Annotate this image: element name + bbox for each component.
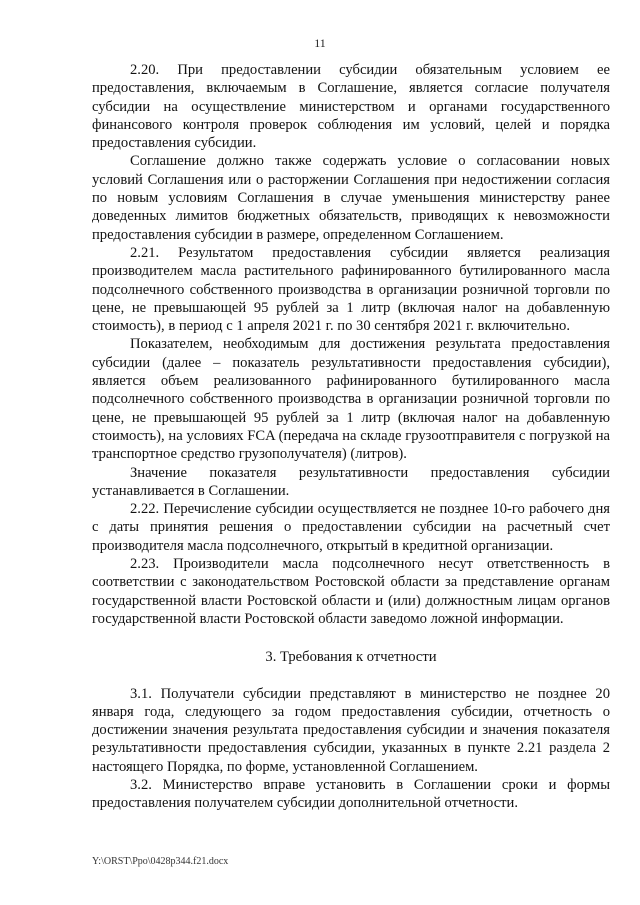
section-title: 3. Требования к отчетности bbox=[265, 649, 437, 666]
paragraph-2-23: 2.23. Производители масла подсолнечного несут ответственность в соответствии с законодательством Ростовской области за представление органам государственной власти Ростовской области и (или) должностным лицам органов государственной власти Ростовской области заведомо ложной информации. bbox=[92, 556, 610, 627]
paragraph-3-1: 3.1. Получатели субсидии представляют в министерство не позднее 20 января года, следующего за годом предоставления субсидии, отчетность о достижении значения результата предоставления субсидии и значения показателя результативности предоставления субсидии, указанных в пункте 2.21 раздела 2 настоящего Порядка, по форме, установленной Соглашением. bbox=[92, 685, 610, 775]
document-body bbox=[92, 61, 610, 813]
footer-file-path: Y:\ORST\Ppo\0428p344.f21.docx bbox=[92, 856, 229, 867]
paragraph-2-21: 2.21. Результатом предоставления субсидии является реализация производителем масла растительного рафинированного бутилированного масла подсолнечного собственного производства в организации розничной торговли по цене, не превышающей 95 рублей за 1 литр (включая налог на добавленную стоимость), в период с 1 апреля 2021 г. по 30 сентября 2021 г. включительно. bbox=[92, 244, 610, 335]
page-number: 11 bbox=[314, 36, 326, 50]
paragraph-3-2: 3.2. Министерство вправе установить в Соглашении сроки и формы предоставления получателем субсидии дополнительной отчетности. bbox=[92, 776, 610, 812]
paragraph-agreement-conditions: Соглашение должно также содержать условие о согласовании новых условий Соглашения или о расторжении Соглашения при недостижении согласия по новым условиям Соглашения в случае уменьшения министерству ранее доведенных лимитов бюджетных обязательств, приводящих к невозможности предоставления субсидии в размере, определенном Соглашением. bbox=[92, 153, 610, 243]
paragraph-indicator-value: Значение показателя результативности предоставления субсидии устанавливается в Соглашении. bbox=[92, 464, 610, 499]
paragraph-performance-indicator: Показателем, необходимым для достижения результата предоставления субсидии (далее – показатель результативности предоставления субсидии), является объем реализованного рафинированного бутилированного масла подсолнечного собственного производства в организации розничной торговли по цене, не превышающей 95 рублей за 1 литр (включая налог на добавленную стоимость), на условиях FCA (передача на складе грузоотправителя с погрузкой на транспортное средство грузополучателя) (литров). bbox=[92, 336, 610, 463]
paragraph-2-22: 2.22. Перечисление субсидии осуществляется не позднее 10-го рабочего дня с даты принятия решения о предоставлении субсидии на расчетный счет производителя масла подсолнечного, открытый в кредитной организации. bbox=[92, 501, 610, 554]
paragraph-2-20: 2.20. При предоставлении субсидии обязательным условием ее предоставления, включаемым в Соглашение, является согласие получателя субсидии на осуществление министерством и органами государственного финансового контроля проверок соблюдения им условий, целей и порядка предоставления субсидии. bbox=[92, 62, 610, 152]
